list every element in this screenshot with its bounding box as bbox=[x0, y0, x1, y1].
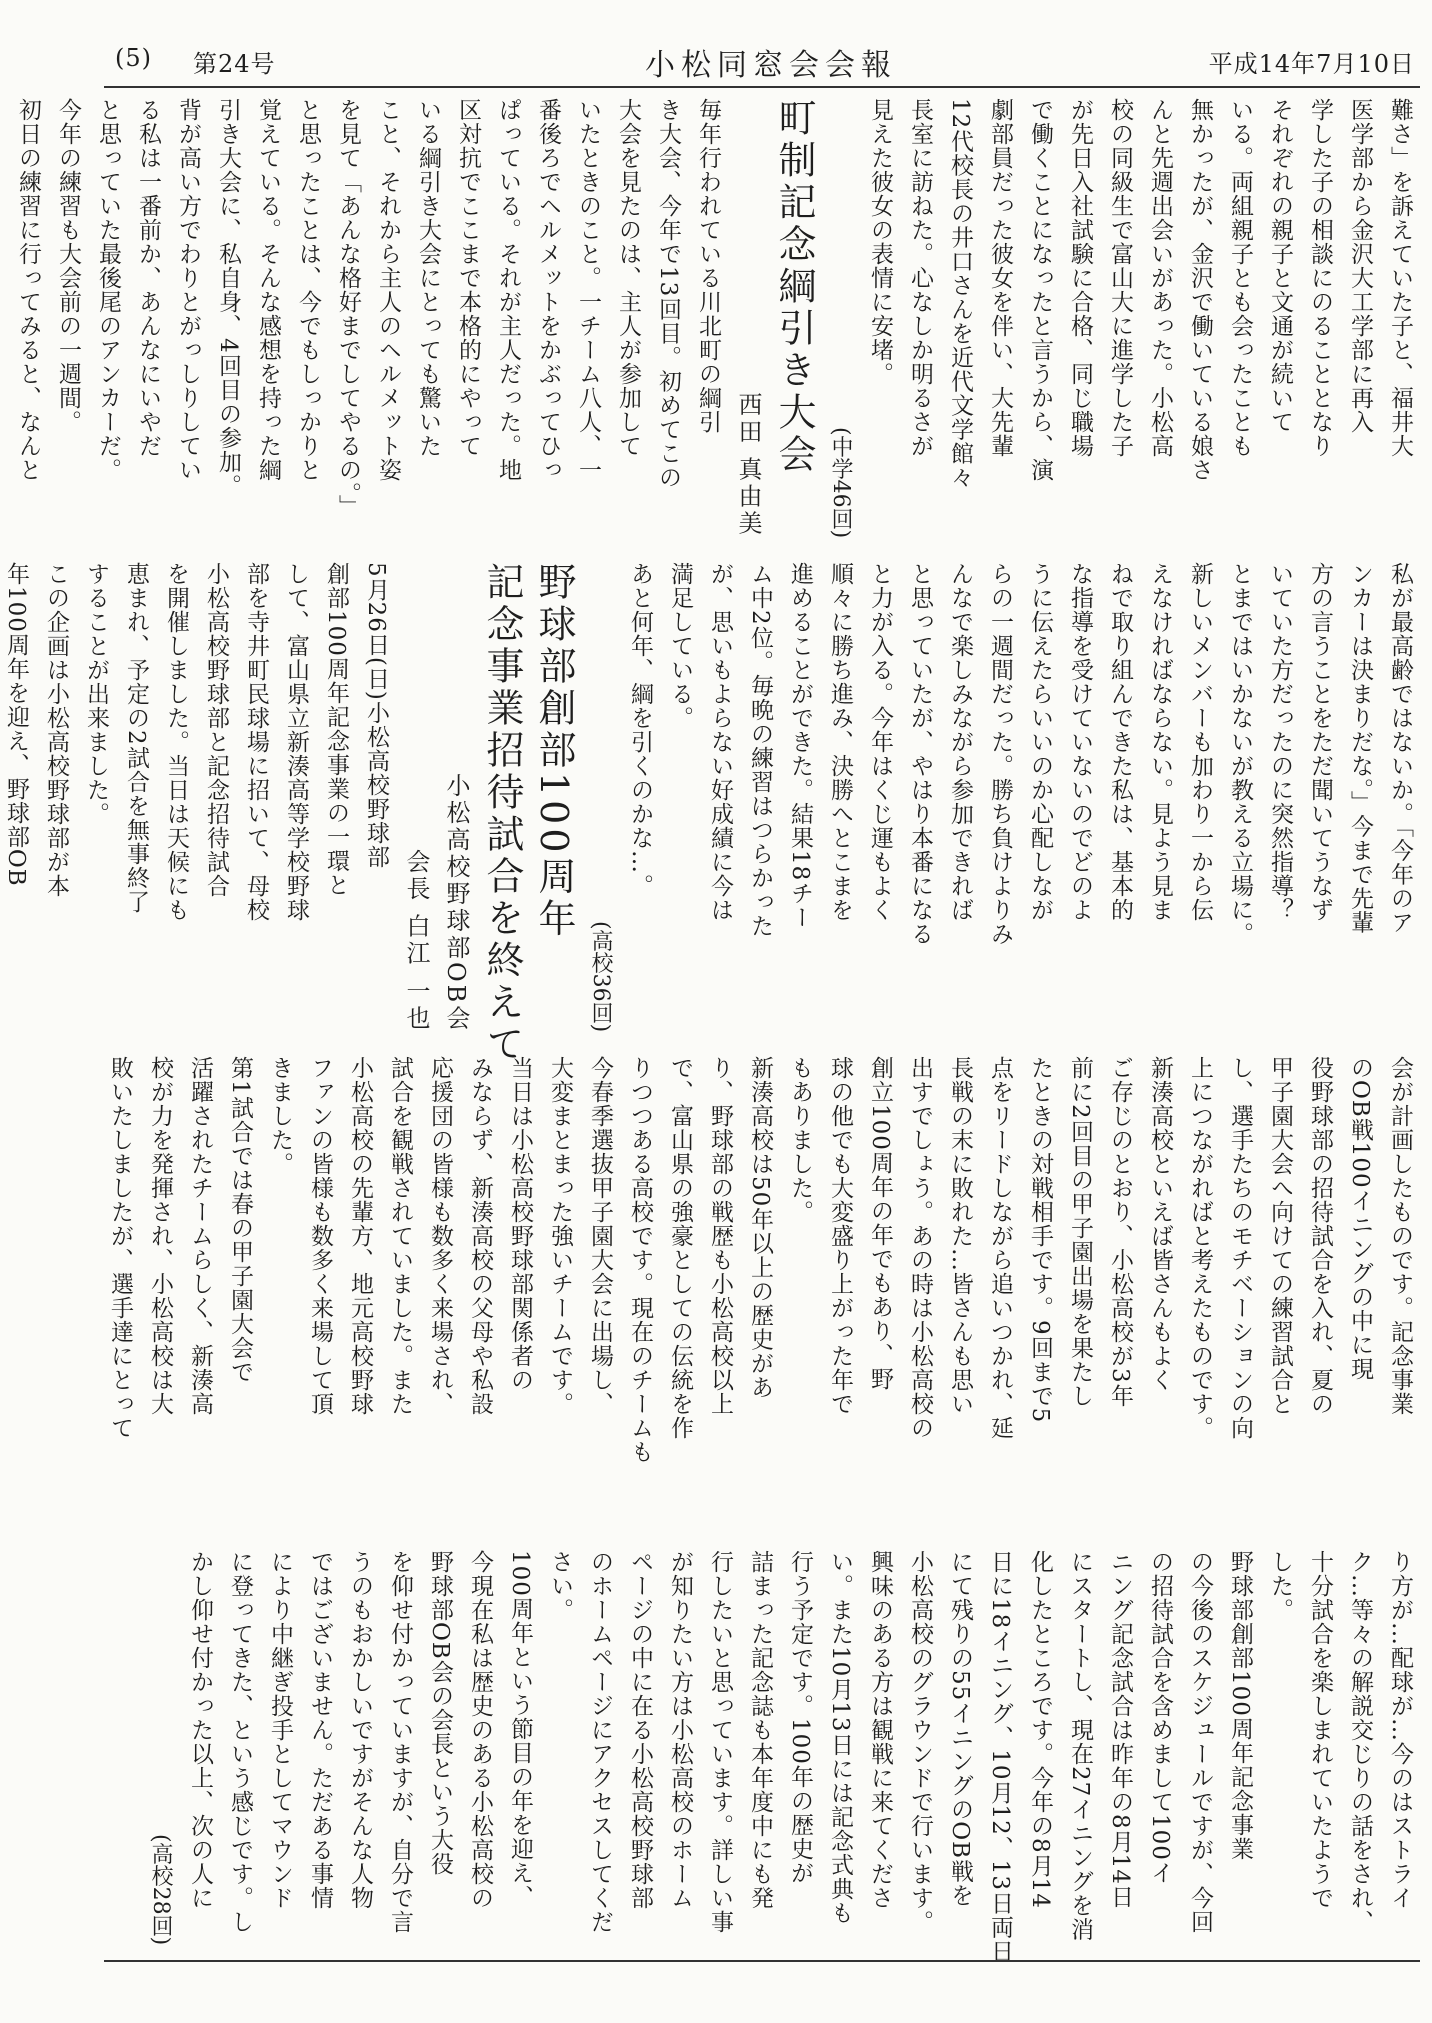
text-column: で働くことになったと言うから、演 bbox=[1027, 98, 1053, 482]
page-number: (5) bbox=[115, 44, 152, 72]
author-name: 会長 白江 一也 bbox=[402, 848, 430, 1032]
text-column: と思ったことは、今でもしっかりと bbox=[295, 98, 321, 482]
text-column: し、選手たちのモチベーションの向 bbox=[1227, 1056, 1253, 1440]
text-column: 野球部創部100周年記念事業 bbox=[1227, 1550, 1253, 1861]
text-column: ファンの皆様も数多く来場して頂 bbox=[307, 1056, 333, 1416]
tug-of-war-article bbox=[8, 98, 820, 538]
text-column: 初日の練習に行ってみると、なんと bbox=[15, 98, 41, 482]
text-column: 学した子の相談にのることとなり bbox=[1307, 98, 1333, 458]
text-column: 満足している。 bbox=[667, 562, 693, 730]
page-header bbox=[115, 44, 1415, 84]
text-column: と思っていたが、やはり本番になる bbox=[907, 562, 933, 946]
text-column: 医学部から金沢大工学部に再入 bbox=[1347, 98, 1373, 434]
text-column: 第1試合では春の甲子園大会で bbox=[227, 1056, 253, 1384]
text-column: 長室に訪ねた。心なしか明るさが bbox=[907, 98, 933, 458]
author-signature bbox=[140, 1550, 180, 1945]
text-column: と力が入る。今年はくじ運もよく bbox=[867, 562, 893, 922]
text-column: いていた方だったのに突然指導？ bbox=[1267, 562, 1293, 922]
band-2 bbox=[3, 562, 1420, 1066]
text-column: のホームページにアクセスしてくだ bbox=[587, 1550, 613, 1934]
text-column: ページの中に在る小松高校野球部 bbox=[627, 1550, 653, 1910]
text-column: と思っていた最後尾のアンカーだ。 bbox=[95, 98, 121, 482]
text-column: にて残りの55イニングのOB戦を bbox=[947, 1550, 973, 1908]
text-column: えなければならない。見よう見ま bbox=[1147, 562, 1173, 922]
text-column: い。また10月13日には記念式典も bbox=[827, 1550, 853, 1925]
text-column: んなで楽しみながら参加できれば bbox=[947, 562, 973, 922]
text-column: 当日は小松高校野球部関係者の bbox=[507, 1056, 533, 1392]
article-byline bbox=[396, 562, 436, 1032]
text-column: 今現在私は歴史のある小松高校の bbox=[467, 1550, 493, 1910]
band-3 bbox=[104, 1056, 1420, 1526]
text-column: 100周年という節目の年を迎え、 bbox=[507, 1550, 533, 1909]
author-signature bbox=[820, 98, 860, 538]
text-column: で、富山県の強豪としての伝統を作 bbox=[667, 1056, 693, 1440]
text-column: 日に18イニング、10月12、13日両日 bbox=[987, 1550, 1013, 1964]
text-column: ではございません。ただある事情 bbox=[307, 1550, 333, 1910]
issue-number: 第24号 bbox=[193, 50, 276, 78]
text-column: きました。 bbox=[267, 1056, 293, 1176]
text-column: 難さ」を訴えていた子と、福井大 bbox=[1387, 98, 1413, 458]
text-column: 活躍されたチームらしく、新湊高 bbox=[187, 1056, 213, 1416]
text-column: 小松高校の先輩方、地元高校野球 bbox=[347, 1056, 373, 1416]
text-column: 区対抗でここまで本格的にやって bbox=[455, 98, 481, 458]
text-column: りつつある高校です。現在のチームも bbox=[627, 1056, 653, 1464]
text-column: 上につながればと考えたものです。 bbox=[1187, 1056, 1213, 1440]
text-column: こと、それから主人のヘルメット姿 bbox=[375, 98, 401, 482]
text-column: 新しいメンバーも加わり一から伝 bbox=[1187, 562, 1213, 922]
signature-text: (中学46回) bbox=[828, 426, 853, 538]
text-column: る私は一番前か、あんなにいやだ bbox=[135, 98, 161, 458]
text-column: ご存じのとおり、小松高校が3年 bbox=[1107, 1056, 1133, 1408]
text-column: を仰せ付かっていますが、自分で言 bbox=[387, 1550, 413, 1934]
text-column: 小松高校野球部と記念招待試合 bbox=[203, 562, 229, 898]
text-column: うに伝えたらいいのか心配しなが bbox=[1027, 562, 1053, 922]
text-column: 大会を見たのは、主人が参加して bbox=[615, 98, 641, 458]
text-column: 応援団の皆様も数多く来場され、 bbox=[427, 1056, 453, 1416]
text-column: みならず、新湊高校の父母や私設 bbox=[467, 1056, 493, 1416]
text-column: して、富山県立新湊高等学校野球 bbox=[283, 562, 309, 922]
text-column: により中継ぎ投手としてマウンド bbox=[267, 1550, 293, 1910]
text-column: ねで取り組んできた私は、基本的 bbox=[1107, 562, 1133, 922]
text-column: ぱっている。それが主人だった。地 bbox=[495, 98, 521, 482]
text-column: 今春季選抜甲子園大会に出場し、 bbox=[587, 1056, 613, 1416]
text-column: 野球部OB会の会長という大役 bbox=[427, 1550, 453, 1876]
text-column: が、思いもよらない好成績に今は bbox=[707, 562, 733, 922]
text-column: の招待試合を含めまして100イ bbox=[1147, 1550, 1173, 1885]
text-column: 興味のある方は観戦に来てくださ bbox=[867, 1550, 893, 1910]
text-column: 甲子園大会へ向けての練習試合と bbox=[1267, 1056, 1293, 1416]
text-column: ンカーは決まりだな。」今まで先輩 bbox=[1347, 562, 1373, 935]
text-column: り方が…配球が…今のはストライ bbox=[1387, 1550, 1413, 1910]
text-column: 覚えている。そんな感想を持った綱 bbox=[255, 98, 281, 482]
text-column: 十分試合を楽しまれていたようで bbox=[1307, 1550, 1333, 1910]
text-column: 進めることができた。結果18チー bbox=[787, 562, 813, 930]
baseball-article-end bbox=[140, 1550, 1420, 1964]
text-column: 部を寺井町民球場に招いて、母校 bbox=[243, 562, 269, 922]
text-column: 詰まった記念誌も本年度中にも発 bbox=[747, 1550, 773, 1910]
text-column: 毎年行われている川北町の綱引 bbox=[695, 98, 721, 434]
text-column: 長戦の末に敗れた…皆さんも思い bbox=[947, 1056, 973, 1416]
newsletter-title: 小松同窓会会報 bbox=[645, 48, 897, 83]
text-column: 点をリードしながら追いつかれ、延 bbox=[987, 1056, 1013, 1440]
text-column: かし仰せ付かった以上、次の人に bbox=[187, 1550, 213, 1910]
text-column: した。 bbox=[1267, 1550, 1293, 1622]
text-column: 前に2回目の甲子園出場を果たし bbox=[1067, 1056, 1093, 1408]
text-column: 会が計画したものです。記念事業 bbox=[1387, 1056, 1413, 1416]
article-title-line-1: 野球部創部100周年 bbox=[532, 562, 576, 941]
text-column: いる綱引き大会にとっても驚いた bbox=[415, 98, 441, 458]
issue-date: 平成14年7月10日 bbox=[1208, 50, 1415, 78]
text-column: 化したところです。今年の8月14 bbox=[1027, 1550, 1053, 1909]
text-column: 引き大会に、私自身、4回目の参加。 bbox=[215, 98, 241, 498]
text-column: な指導を受けていないのでどのよ bbox=[1067, 562, 1093, 922]
text-column: 創立100周年の年でもあり、野 bbox=[867, 1056, 893, 1391]
text-column: とまではいかないが教える立場に。 bbox=[1227, 562, 1253, 946]
text-column: り、野球部の戦歴も小松高校以上 bbox=[707, 1056, 733, 1416]
text-column: 私が最高齢ではないか。「今年のア bbox=[1387, 562, 1413, 935]
text-column: 見えた彼女の表情に安堵。 bbox=[867, 98, 893, 386]
text-column: ム中2位。毎晩の練習はつらかった bbox=[747, 562, 773, 938]
text-column: 敗いたしましたが、選手達にとって bbox=[107, 1056, 133, 1440]
text-column: が知りたい方は小松高校のホーム bbox=[667, 1550, 693, 1910]
text-column: 小松高校のグラウンドで行います。 bbox=[907, 1550, 933, 1934]
text-column: らの一週間だった。勝ち負けよりみ bbox=[987, 562, 1013, 946]
text-column: 恵まれ、予定の2試合を無事終了 bbox=[123, 562, 149, 914]
text-column: の今後のスケジュールですが、今回 bbox=[1187, 1550, 1213, 1934]
text-column: 順々に勝ち進み、決勝へとこまを bbox=[827, 562, 853, 922]
text-column: 背が高い方でわりとがっしりしてい bbox=[175, 98, 201, 482]
band-4 bbox=[104, 1550, 1420, 1964]
article-byline bbox=[728, 98, 768, 538]
text-column: この企画は小松高校野球部が本 bbox=[43, 562, 69, 898]
prev-article-continued bbox=[820, 98, 1420, 538]
baseball-article bbox=[0, 562, 580, 1066]
text-column: にスタートし、現在27イニングを消 bbox=[1067, 1550, 1093, 1942]
footer-rule bbox=[104, 1960, 1420, 1962]
text-column: 行したいと思っています。詳しい事 bbox=[707, 1550, 733, 1934]
text-column: 役野球部の招待試合を入れ、夏の bbox=[1307, 1056, 1333, 1416]
text-column: のOB戦100イニングの中に現 bbox=[1347, 1056, 1373, 1381]
text-column: 劇部員だった彼女を伴い、大先輩 bbox=[987, 98, 1013, 458]
author-signature bbox=[580, 562, 620, 1032]
article-title: 町制記念綱引き大会 bbox=[772, 98, 816, 476]
text-column: 校が力を発揮され、小松高校は大 bbox=[147, 1056, 173, 1416]
text-column: ニング記念試合は昨年の8月14日 bbox=[1107, 1550, 1133, 1909]
text-column: 校の同級生で富山大に進学した子 bbox=[1107, 98, 1133, 458]
text-column: うのもおかしいですがそんな人物 bbox=[347, 1550, 373, 1910]
text-column: たときの対戦相手です。9回まで5 bbox=[1027, 1056, 1053, 1424]
text-column: が先日入社試験に合格、同じ職場 bbox=[1067, 98, 1093, 458]
text-column: することが出来ました。 bbox=[83, 562, 109, 826]
text-column: 無かったが、金沢で働いている娘さ bbox=[1187, 98, 1213, 482]
article-org bbox=[436, 562, 476, 1032]
text-column: 方の言うことをただ聞いてうなず bbox=[1307, 562, 1333, 922]
text-column: 12代校長の井口さんを近代文学館々 bbox=[947, 98, 973, 490]
text-column: んと先週出会いがあった。小松高 bbox=[1147, 98, 1173, 458]
signature-text: (高校28回) bbox=[148, 1833, 173, 1945]
header-rule bbox=[104, 86, 1420, 88]
text-column: 5月26日(日)小松高校野球部 bbox=[363, 562, 389, 869]
text-column: 年100周年を迎え、野球部OB bbox=[3, 562, 29, 887]
text-column: いる。両組親子とも会ったことも bbox=[1227, 98, 1253, 458]
author-name: 西田 真由美 bbox=[734, 392, 762, 538]
text-column: ク…等々の解説交じりの話をされ、 bbox=[1347, 1550, 1373, 1934]
text-column: を見て「あんな格好までしてやるの。」 bbox=[335, 98, 361, 519]
text-column: もありました。 bbox=[787, 1056, 813, 1224]
text-column: あと何年、綱を引くのかな…。 bbox=[627, 562, 653, 898]
text-column: 新湊高校は50年以上の歴史があ bbox=[747, 1056, 773, 1400]
text-column: 大変まとまった強いチームです。 bbox=[547, 1056, 573, 1416]
tug-of-war-article-continued bbox=[580, 562, 1420, 1032]
text-column: に登ってきた、という感じです。し bbox=[227, 1550, 253, 1934]
text-column: いたときのこと。一チーム八人、一 bbox=[575, 98, 601, 482]
article-title-line-2: 記念事業招待試合を終えて bbox=[480, 562, 524, 1066]
text-column: 創部100周年記念事業の一環と bbox=[323, 562, 349, 897]
text-column: を開催しました。当日は天候にも bbox=[163, 562, 189, 922]
text-column: それぞれの親子と文通が続いて bbox=[1267, 98, 1293, 434]
text-column: 今年の練習も大会前の一週間。 bbox=[55, 98, 81, 434]
text-column: 試合を観戦されていました。また bbox=[387, 1056, 413, 1416]
text-column: き大会、今年で13回目。初めてこの bbox=[655, 98, 681, 490]
text-column: 出すでしょう。あの時は小松高校の bbox=[907, 1056, 933, 1440]
text-column: 新湊高校といえば皆さんもよく bbox=[1147, 1056, 1173, 1392]
band-1 bbox=[15, 98, 1420, 538]
signature-text: (高校36回) bbox=[588, 920, 613, 1032]
text-column: さい。 bbox=[547, 1550, 573, 1622]
org-name: 小松高校野球部OB会 bbox=[442, 772, 470, 1032]
baseball-article-continued bbox=[100, 1056, 1420, 1526]
text-column: 行う予定です。100年の歴史が bbox=[787, 1550, 813, 1885]
text-column: 球の他でも大変盛り上がった年で bbox=[827, 1056, 853, 1416]
text-column: 番後ろでヘルメットをかぶってひっ bbox=[535, 98, 561, 482]
